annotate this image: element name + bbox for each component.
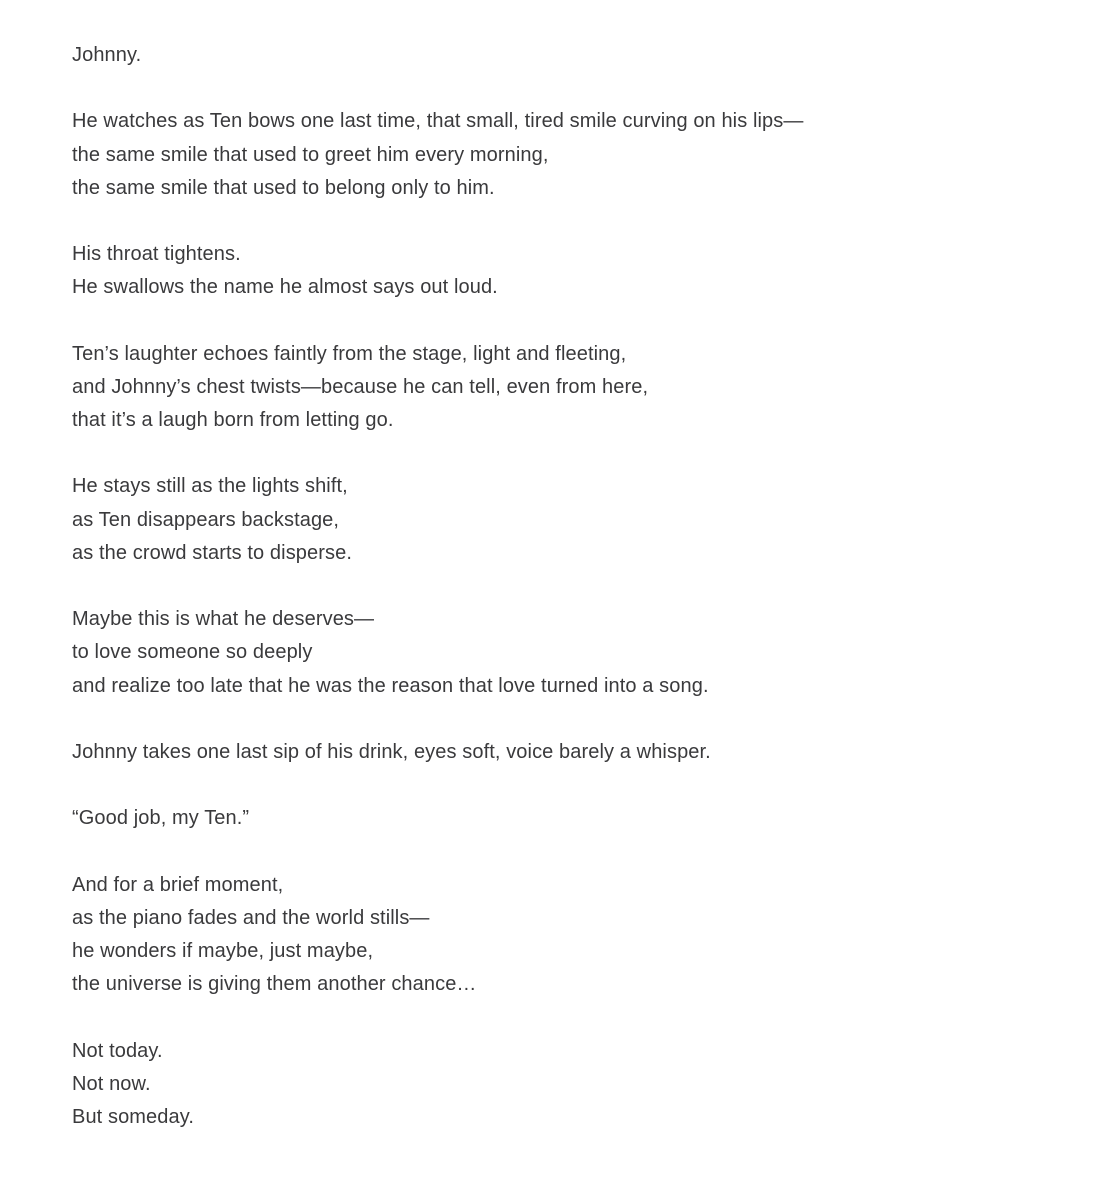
text-line: Not now. [72,1072,151,1095]
text-line: the universe is giving them another chance… [72,973,477,996]
text-line: he wonders if maybe, just maybe, [72,940,374,963]
blank-line [72,703,1072,736]
blank-line [72,836,1072,869]
text-line: Ten’s laughter echoes faintly from the stage, light and fleeting, [72,342,627,365]
blank-line [72,205,1072,238]
text-line: He watches as Ten bows one last time, that small, tired smile curving on his lips— [72,110,804,133]
text-line: that it’s a laugh born from letting go. [72,409,394,432]
blank-line [72,437,1072,470]
text-line: and Johnny’s chest twists—because he can tell, even from here, [72,375,649,398]
text-line: Johnny takes one last sip of his drink, eyes soft, voice barely a whisper. [72,740,711,763]
text-line: But someday. [72,1106,195,1128]
text-line: the same smile that used to greet him every morning, [72,143,549,166]
text-line: the same smile that used to belong only to him. [72,176,495,199]
text-line: as the crowd starts to disperse. [72,541,352,564]
text-line: Maybe this is what he deserves— [72,608,375,631]
text-line: He stays still as the lights shift, [72,475,348,498]
blank-line [72,72,1072,105]
blank-line [72,570,1072,603]
text-line: Johnny. [72,44,142,66]
text-line: as the piano fades and the world stills— [72,906,430,929]
text-line: and realize too late that he was the reason that love turned into a song. [72,674,709,697]
text-line: His throat tightens. [72,243,241,266]
text-line: He swallows the name he almost says out loud. [72,276,498,299]
blank-line [72,769,1072,802]
note-body [72,39,1072,1134]
blank-line [72,1001,1072,1034]
text-line: “Good job, my Ten.” [72,807,250,830]
blank-line [72,305,1072,338]
text-line: And for a brief moment, [72,873,284,896]
text-line: as Ten disappears backstage, [72,508,340,531]
text-line: to love someone so deeply [72,641,313,664]
text-line: Not today. [72,1039,163,1062]
